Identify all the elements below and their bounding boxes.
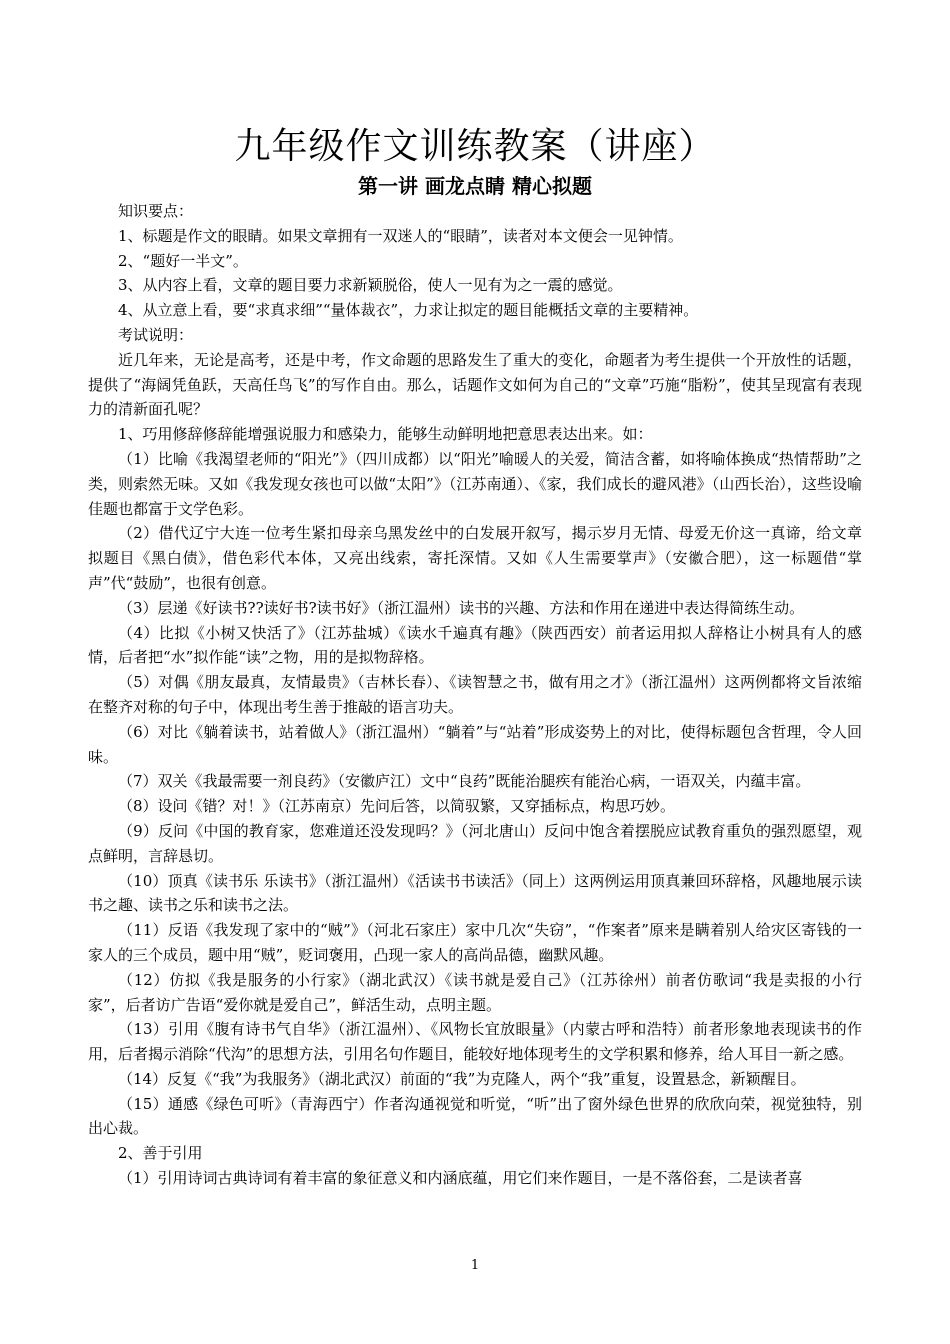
paragraph: 1、标题是作文的眼睛。如果文章拥有一双迷人的“眼睛”，读者对本文便会一见钟情。 [118,226,683,245]
paragraph: 2、“题好一半文”。 [118,251,248,270]
paragraph: （8）设问《错？对！》（江苏南京）先问后答，以简驭繁，又穿插标点，构思巧妙。 [118,797,676,816]
paragraph: （5）对偶《朋友最真，友情最贵》（吉林长春）、《读智慧之书，做有用之才》（浙江温州）这两例都将文旨浓缩在整齐对称的句子中，体现出考生善于推敲的语言功夫。 [88,673,862,716]
paragraph: （9）反问《中国的教育家，您难道还没发现吗？》（河北唐山）反问中饱含着摆脱应试教育重负的强烈愿望，观点鲜明，言辞恳切。 [88,821,862,865]
paragraph: （10）顶真《读书乐 乐读书》（浙江温州）《活读书书读活》（同上）这两例运用顶真兼回环辞格，风趣地展示读书之趣、读书之乐和读书之法。 [88,871,862,915]
page-number: 1 [470,1258,480,1273]
paragraph: （15）通感《绿色可听》（青海西宁）作者沟通视觉和听觉，“听”出了窗外绿色世界的欣欣向荣，视觉独特，别出心裁。 [88,1094,862,1138]
paragraph: 1、巧用修辞修辞能增强说服力和感染力，能够生动鲜明地把意思表达出来。如： [118,425,653,444]
paragraph: （11）反语《我发现了家中的“贼”》（河北石家庄）家中几次“失窃”，“作案者”原来是瞒着别人给灾区寄钱的一家人的三个成员，题中用“贼”，贬词褒用，凸现一家人的高尚品德，幽默风趣。 [88,921,862,964]
paragraph: （2）借代辽宁大连一位考生紧扣母亲乌黑发丝中的白发展开叙写，揭示岁月无情、母爱无价这一真谛，给文章拟题目《黑白债》，借色彩代本体，又亮出线索，寄托深情。又如《人生需要掌声》（安徽合肥），这一标题借“掌声”代“鼓励”，也很有创意。 [88,524,862,592]
paragraph: （1）引用诗词古典诗词有着丰富的象征意义和内涵底蕴，用它们来作题目，一是不落俗套，二是读者喜 [118,1169,803,1188]
paragraph: 2、善于引用 [118,1144,203,1163]
paragraph: （12）仿拟《我是服务的小行家》（湖北武汉）《读书就是爱自己》（江苏徐州）前者仿歌词“我是卖报的小行家”，后者访广告语“爱你就是爱自己”，鲜活生动，点明主题。 [88,970,862,1014]
paragraph: 近几年来，无论是高考，还是中考，作文命题的思路发生了重大的变化，命题者为考生提供一个开放性的话题，提供了“海阔凭鱼跃，天高任鸟飞”的写作自由。那么，话题作文如何为自己的“文章”巧施“脂粉”，使其呈现富有表现力的清新面孔呢？ [88,350,862,419]
document-body [88,199,862,1191]
paragraph: （14）反复《“我”为我服务》（湖北武汉）前面的“我”为克隆人，两个“我”重复，设置悬念，新颖醒目。 [118,1069,806,1088]
paragraph: （7）双关《我最需要一剂良药》（安徽庐江）文中“良药”既能治腿疾有能治心病，一语双关，内蕴丰富。 [118,772,811,791]
paragraph: 考试说明： [118,325,194,344]
paragraph: 知识要点： [118,202,194,220]
paragraph: 4、从立意上看，要“求真求细”“量体裁衣”，力求让拟定的题目能概括文章的主要精神。 [118,301,699,320]
paragraph: （1）比喻《我渴望老师的“阳光”》（四川成都）以“阳光”喻暖人的关爱，简洁含蓄，如将喻体换成“热情帮助”之类，则索然无味。又如《我发现女孩也可以做“太阳”》（江苏南通）、《家，我们成长的避风港》（山西长治），这些设喻佳题也都富于文学色彩。 [88,449,862,518]
document-title: 九年级作文训练教案（讲座） [234,126,716,167]
paragraph: （4）比拟《小树又快活了》（江苏盐城）《读水千遍真有趣》（陕西西安）前者运用拟人辞格让小树具有人的感情，后者把“水”拟作能“读”之物，用的是拟物辞格。 [88,623,862,667]
paragraph: （3）层递《好读书??读好书?读书好》（浙江温州）读书的兴趣、方法和作用在递进中表达得简练生动。 [118,598,805,617]
paragraph: 3、从内容上看，文章的题目要力求新颖脱俗，使人一见有为之一震的感觉。 [118,276,623,295]
paragraph: （6）对比《躺着读书，站着做人》（浙江温州）“躺着”与“站着”形成姿势上的对比，使得标题包含哲理，令人回味。 [88,722,862,766]
lecture-subtitle: 第一讲 画龙点睛 精心拟题 [358,174,592,198]
paragraph: （13）引用《腹有诗书气自华》（浙江温州）、《风物长宜放眼量》（内蒙古呼和浩特）前者形象地表现读书的作用，后者揭示消除“代沟”的思想方法，引用名句作题目，能较好地体现考生的文学积累和修养，给人耳目一新之感。 [88,1020,862,1064]
